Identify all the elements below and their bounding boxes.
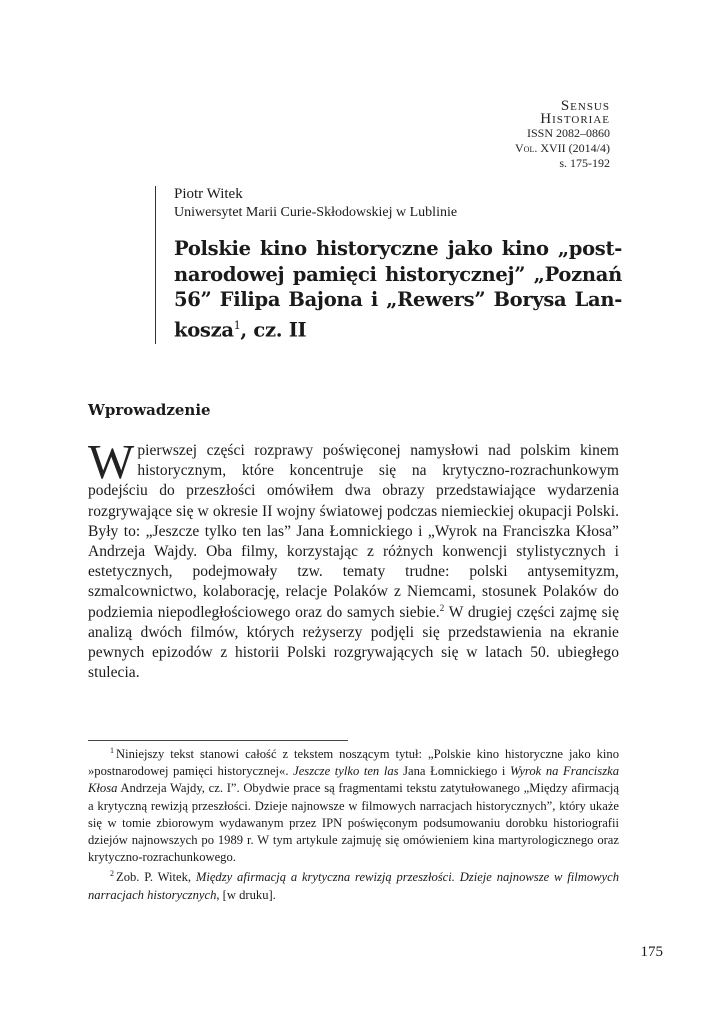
footnote-italic-title: Wyrok na Franciszka Kłosa xyxy=(88,764,619,796)
footnote-text: , [w druku]. xyxy=(216,887,276,902)
title-footnote-marker[interactable]: 1 xyxy=(233,318,241,332)
footnote-2 xyxy=(88,869,619,903)
footnote-number: 1 xyxy=(110,745,114,755)
footnote-italic-title: Między afirmacją a krytyczna rewizją przeszłości. Dzieje najnowsze w filmowych narracjach historycznych xyxy=(88,870,619,902)
footnotes xyxy=(88,746,619,904)
body-text-a: pierwszej części rozprawy poświęconej namysłowi nad polskim kinem historycznym, które koncentruje się na krytyczno-rozrachunkowym podejściu do przeszłości omówiłem dwa obrazy przedstawiające wydarzenia rozgrywające się w okresie II wojny światowej podczas niemieckiej okupacji Polski. Były to: „Jeszcze tylko ten las” Jana Łomnickiego i „Wyrok na Franciszka Kłosa” Andrzeja Wajdy. Oba filmy, korzystając z różnych konwencji stylistycznych i estetycznych, podejmowały tzw. tematy trudne: polski antysemityzm, szmalcownictwo, kolaborację, relacje Polaków z Niemcami, stosunek Polaków do podziemia niepodległościowego oraz do samych siebie. xyxy=(88,442,619,621)
body-footnote-marker[interactable]: 2 xyxy=(439,602,445,613)
journal-name-line1: Sensus xyxy=(560,98,610,114)
author-block-rule xyxy=(155,186,156,344)
article-title xyxy=(174,236,622,343)
article-title-main: Polskie kino historyczne jako kino „post-narodowej pamięci historycznej” „Poznań 56” Filipa Bajona i „Rewers” Borysa Lan-kosza xyxy=(174,237,622,341)
author-affiliation: Uniwersytet Marii Curie-Skłodowskiej w Lublinie xyxy=(174,205,458,220)
section-heading: Wprowadzenie xyxy=(88,401,211,419)
journal-pages: s. 175-192 xyxy=(559,156,610,170)
drop-cap: W xyxy=(88,434,135,489)
body-text-b: W drugiej części zajmę się analizą dwóch filmów, których reżyserzy podjęli się przedstawienia na ekranie pewnych epizodów z historii Polski rozgrywających się w latach 50. ubiegłego stulecia. xyxy=(88,603,619,682)
footnote-1 xyxy=(88,746,619,866)
footnote-text: Jana Łomnickiego i xyxy=(398,764,510,779)
footnote-text: Niniejszy tekst stanowi całość z tekstem noszącym tytuł: „Polskie kino historyczne jako kino »postnarodowej pamięci historycznej«. xyxy=(88,747,619,779)
journal-header xyxy=(350,100,610,171)
footnote-number: 2 xyxy=(110,869,114,879)
journal-issn: ISSN 2082–0860 xyxy=(526,126,610,140)
author-block xyxy=(174,186,457,221)
journal-volume: Vol. XVII (2014/4) xyxy=(515,141,610,155)
footnote-text: Andrzeja Wajdy, cz. I”. Obydwie prace są fragmentami tekstu zatytułowanego „Między afirmacją a krytyczną rewizją przeszłości. Dzieje najnowsze w filmowych narracjach historycznych”, który ukaże się w tomie zbiorowym wydawanym przez IPN poświęconym podsumowaniu dorobku historiografii dziejów najnowszych po 1989 r. W tym artykule zajmuję się omówieniem kina martyrologicznego oraz krytyczno-rozrachunkowego. xyxy=(88,781,619,865)
page-number: 175 xyxy=(640,944,663,960)
body-paragraph xyxy=(88,434,619,683)
footnote-italic-title: Jeszcze tylko ten las xyxy=(293,764,399,779)
footnote-separator xyxy=(88,740,348,741)
author-name: Piotr Witek xyxy=(174,186,243,202)
journal-name-line2: Historiae xyxy=(540,111,610,127)
footnote-text: Zob. P. Witek, xyxy=(116,870,196,885)
article-title-tail: , cz. II xyxy=(240,318,307,341)
